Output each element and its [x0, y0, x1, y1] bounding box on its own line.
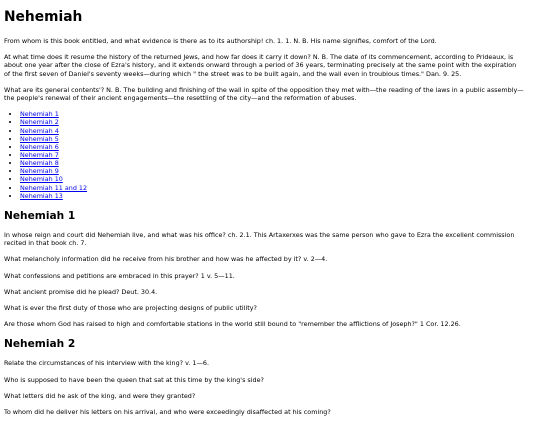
chapter-list-item	[20, 135, 524, 143]
intro-paragraph: At what time does it resume the history of the returned Jews, and how far does it carry it down? N. B. The date of its commencement, according to Prideaux, is about one year after the close of Ezra's history, and it extends onward through a period of 36 years, terminating precisely at the same point with the expiration of the first seven of Daniel's seventy weeks—during which " the street was to be built again, and the wall even in troublous times." Dan. 9. 25.	[4, 53, 517, 78]
chapter-link-10[interactable]: Nehemiah 10	[20, 175, 63, 184]
chapter-list-item	[20, 127, 524, 135]
chapter-link-4[interactable]: Nehemiah 4	[20, 126, 59, 135]
chapter-list-item	[20, 175, 524, 183]
section-heading: Nehemiah 2	[4, 338, 76, 351]
chapter-list-item	[20, 110, 524, 118]
question-paragraph: What confessions and petitions are embraced in this prayer? 1 v. 5—11.	[4, 271, 235, 280]
chapter-link-9[interactable]: Nehemiah 9	[20, 167, 59, 176]
chapter-link-1[interactable]: Nehemiah 1	[20, 110, 59, 119]
chapter-list-item	[20, 118, 524, 126]
chapter-link-7[interactable]: Nehemiah 7	[20, 151, 59, 159]
question-paragraph: What ancient promise did he plead? Deut. 30.4.	[4, 287, 158, 296]
question-paragraph: Who is supposed to have been the queen that sat at this time by the king's side?	[4, 375, 264, 384]
chapter-link-5[interactable]: Nehemiah 5	[20, 134, 59, 143]
question-paragraph: To whom did he deliver his letters on his arrival, and who were exceedingly disaffected at his coming?	[4, 407, 331, 416]
question-paragraph: Are those whom God has raised to high and comfortable stations in the world still bound to "remember the afflictions of Joseph?" 1 Cor. 12.26.	[4, 320, 461, 329]
question-paragraph: Relate the circumstances of his interview with the king? v. 1—6.	[4, 359, 209, 368]
chapter-link-8[interactable]: Nehemiah 8	[20, 159, 59, 168]
section-heading: Nehemiah 1	[4, 209, 76, 222]
chapter-link-11-12[interactable]: Nehemiah 11 and 12	[20, 183, 88, 192]
intro-paragraph: From whom is this book entitled, and what evidence is there as to its authorship! ch. 1. 1. N. B. His name signifies, comfort of the Lord.	[4, 37, 437, 45]
intro-paragraph: What are its general contents'? N. B. The building and finishing of the wall in spite of the opposition they met with—the reading of the laws in a public assembly—the people's renewal of their ancient engagements—the resettling of the city—and the reformation of abuses.	[4, 85, 524, 103]
chapter-list-item	[20, 167, 524, 175]
chapter-list-item	[20, 143, 524, 151]
chapter-list-item	[20, 151, 524, 159]
chapter-link-13[interactable]: Nehemiah 13	[20, 191, 63, 200]
question-paragraph: What letters did he ask of the king, and were they granted?	[4, 391, 196, 400]
question-paragraph: What is ever the first duty of those who are projecting designs of public utility?	[4, 303, 257, 312]
chapter-list-item	[20, 184, 524, 192]
chapter-list-item	[20, 192, 524, 200]
chapter-link-2[interactable]: Nehemiah 2	[20, 118, 59, 127]
question-paragraph: In whose reign and court did Nehemiah live, and what was his office? ch. 2.1. This Artaxerxes was the same person who gave to Ezra the excellent commission recited in that book ch. 7.	[4, 230, 515, 248]
chapter-list-item	[20, 159, 524, 167]
chapter-link-6[interactable]: Nehemiah 6	[20, 142, 59, 151]
page-title: Nehemiah	[4, 9, 83, 25]
document-page	[4, 9, 524, 424]
chapter-link-list	[4, 110, 524, 200]
question-paragraph: What melancholy information did he receive from his brother and how was he affected by it? v. 2—4.	[4, 255, 328, 264]
